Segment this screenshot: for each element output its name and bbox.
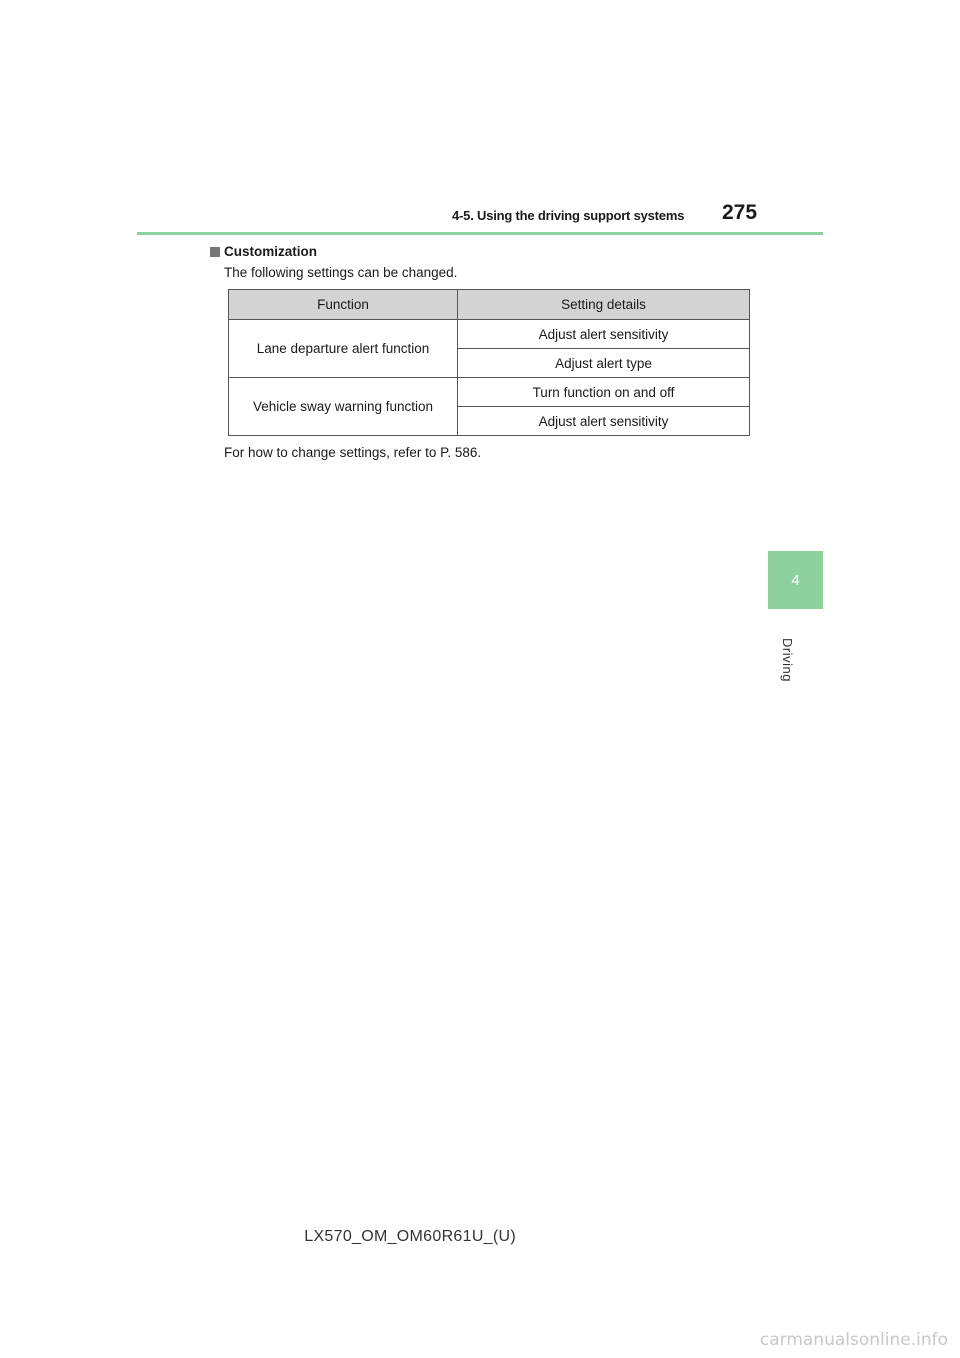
square-bullet-icon — [210, 247, 220, 257]
chapter-label: Driving — [780, 638, 795, 682]
table-row — [229, 378, 750, 407]
column-header-setting-details: Setting details — [458, 290, 750, 320]
page-number: 275 — [722, 201, 758, 224]
header-rule — [137, 232, 823, 235]
page-reference-text: For how to change settings, refer to P. 586. — [224, 445, 482, 460]
setting-detail-cell: Adjust alert sensitivity — [458, 407, 750, 436]
setting-detail-cell: Turn function on and off — [458, 378, 750, 407]
watermark-text: carmanualsonline.info — [759, 1330, 948, 1350]
footer-document-code: LX570_OM_OM60R61U_(U) — [304, 1228, 516, 1245]
intro-text: The following settings can be changed. — [224, 265, 458, 280]
table-header-row — [229, 290, 750, 320]
section-heading-text: Customization — [224, 244, 317, 259]
running-header-title: 4-5. Using the driving support systems — [452, 208, 685, 223]
section-heading — [210, 244, 317, 259]
function-cell: Vehicle sway warning function — [229, 378, 458, 436]
chapter-number: 4 — [791, 571, 800, 589]
column-header-function: Function — [229, 290, 458, 320]
table-row — [229, 320, 750, 349]
chapter-tab — [768, 551, 823, 609]
settings-table — [228, 289, 750, 436]
setting-detail-cell: Adjust alert type — [458, 349, 750, 378]
setting-detail-cell: Adjust alert sensitivity — [458, 320, 750, 349]
function-cell: Lane departure alert function — [229, 320, 458, 378]
